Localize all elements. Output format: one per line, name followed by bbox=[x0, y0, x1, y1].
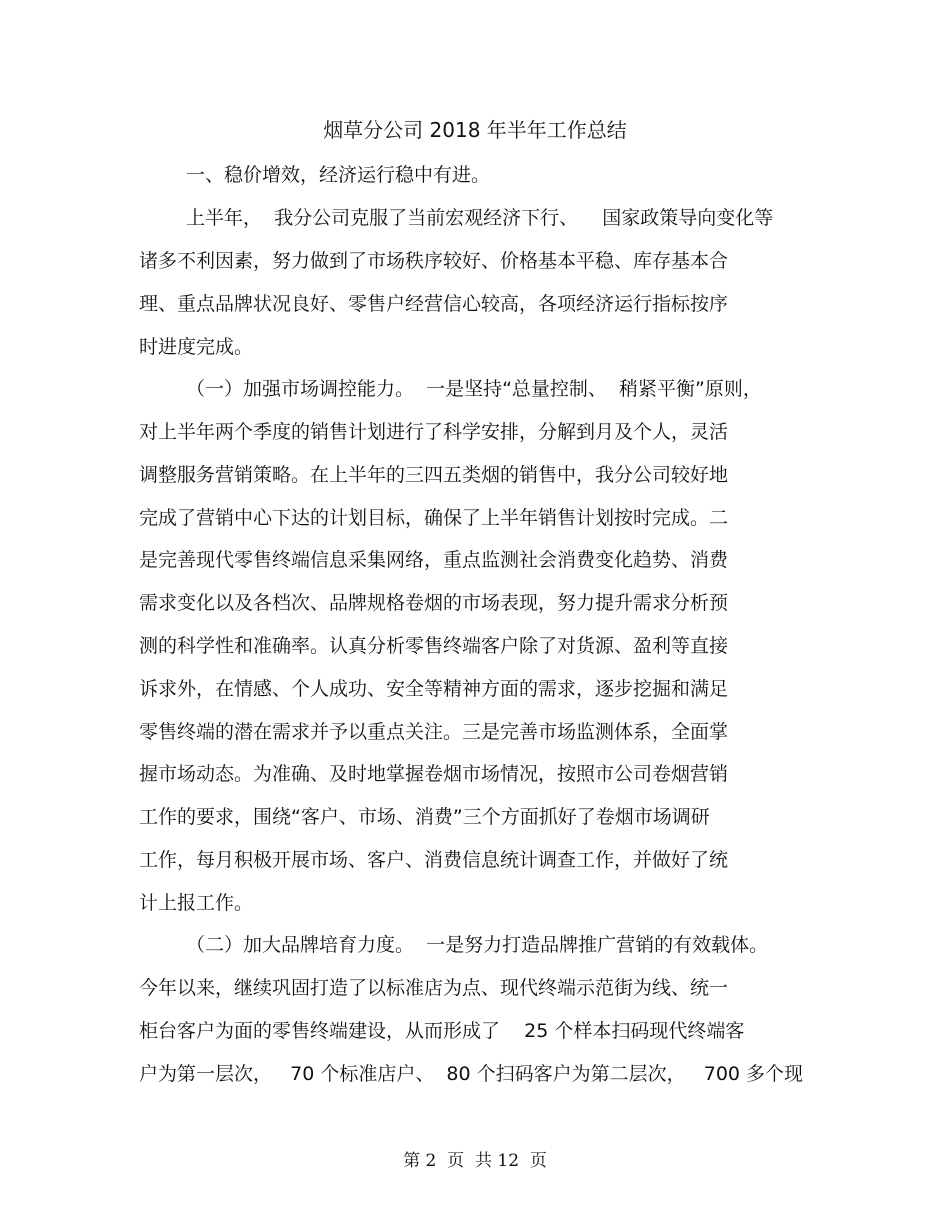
document-title: 烟草分公司 2018 年半年工作总结 bbox=[323, 118, 627, 142]
paragraph-line: 户为第一层次， 70 个标准店户、 80 个扫码客户为第二层次， 700 多个现 bbox=[139, 1063, 804, 1085]
paragraph-line: 诸多不利因素，努力做到了市场秩序较好、价格基本平稳、库存基本合 bbox=[139, 250, 729, 272]
paragraph-line: 工作，每月积极开展市场、客户、消费信息统计调查工作，并做好了统 bbox=[139, 849, 729, 871]
paragraph-line: 需求变化以及各档次、品牌规格卷烟的市场表现，努力提升需求分析预 bbox=[139, 592, 729, 614]
paragraph-line: 是完善现代零售终端信息采集网络，重点监测社会消费变化趋势、消费 bbox=[139, 549, 729, 571]
paragraph-line: 对上半年两个季度的销售计划进行了科学安排，分解到月及个人，灵活 bbox=[139, 421, 729, 443]
paragraph-line: 握市场动态。为准确、及时地掌握卷烟市场情况，按照市公司卷烟营销 bbox=[139, 763, 729, 785]
paragraph-line: 今年以来，继续巩固打造了以标准店为点、现代终端示范街为线、统一 bbox=[139, 977, 729, 999]
paragraph-line: 时进度完成。 bbox=[139, 336, 254, 358]
paragraph-line: 理、重点品牌状况良好、零售户经营信心较高，各项经济运行指标按序 bbox=[139, 293, 729, 315]
paragraph-line: 零售终端的潜在需求并予以重点关注。三是完善市场监测体系，全面掌 bbox=[139, 721, 729, 743]
paragraph-line: 工作的要求，围绕“客户、市场、消费”三个方面抓好了卷烟市场调研 bbox=[139, 806, 710, 828]
paragraph-line: 测的科学性和准确率。认真分析零售终端客户除了对货源、盈利等直接 bbox=[139, 635, 729, 657]
page-number-footer: 第 2 页 共 12 页 bbox=[403, 1151, 547, 1171]
paragraph-line: 诉求外，在情感、个人成功、安全等精神方面的需求，逐步挖掘和满足 bbox=[139, 678, 729, 700]
paragraph-line: 计上报工作。 bbox=[139, 892, 254, 914]
paragraph-line: （一）加强市场调控能力。 一是坚持“总量控制、 稍紧平衡”原则， bbox=[186, 378, 762, 400]
paragraph-line: 调整服务营销策略。在上半年的三四五类烟的销售中，我分公司较好地 bbox=[139, 464, 729, 486]
paragraph-line: 上半年， 我分公司克服了当前宏观经济下行、 国家政策导向变化等 bbox=[186, 207, 774, 229]
section-heading: 一、稳价增效，经济运行稳中有进。 bbox=[186, 164, 491, 186]
paragraph-line: 完成了营销中心下达的计划目标，确保了上半年销售计划按时完成。二 bbox=[139, 507, 729, 529]
paragraph-line: （二）加大品牌培育力度。 一是努力打造品牌推广营销的有效载体。 bbox=[186, 934, 769, 956]
paragraph-line: 柜台客户为面的零售终端建设，从而形成了 25 个样本扫码现代终端客 bbox=[139, 1020, 745, 1042]
